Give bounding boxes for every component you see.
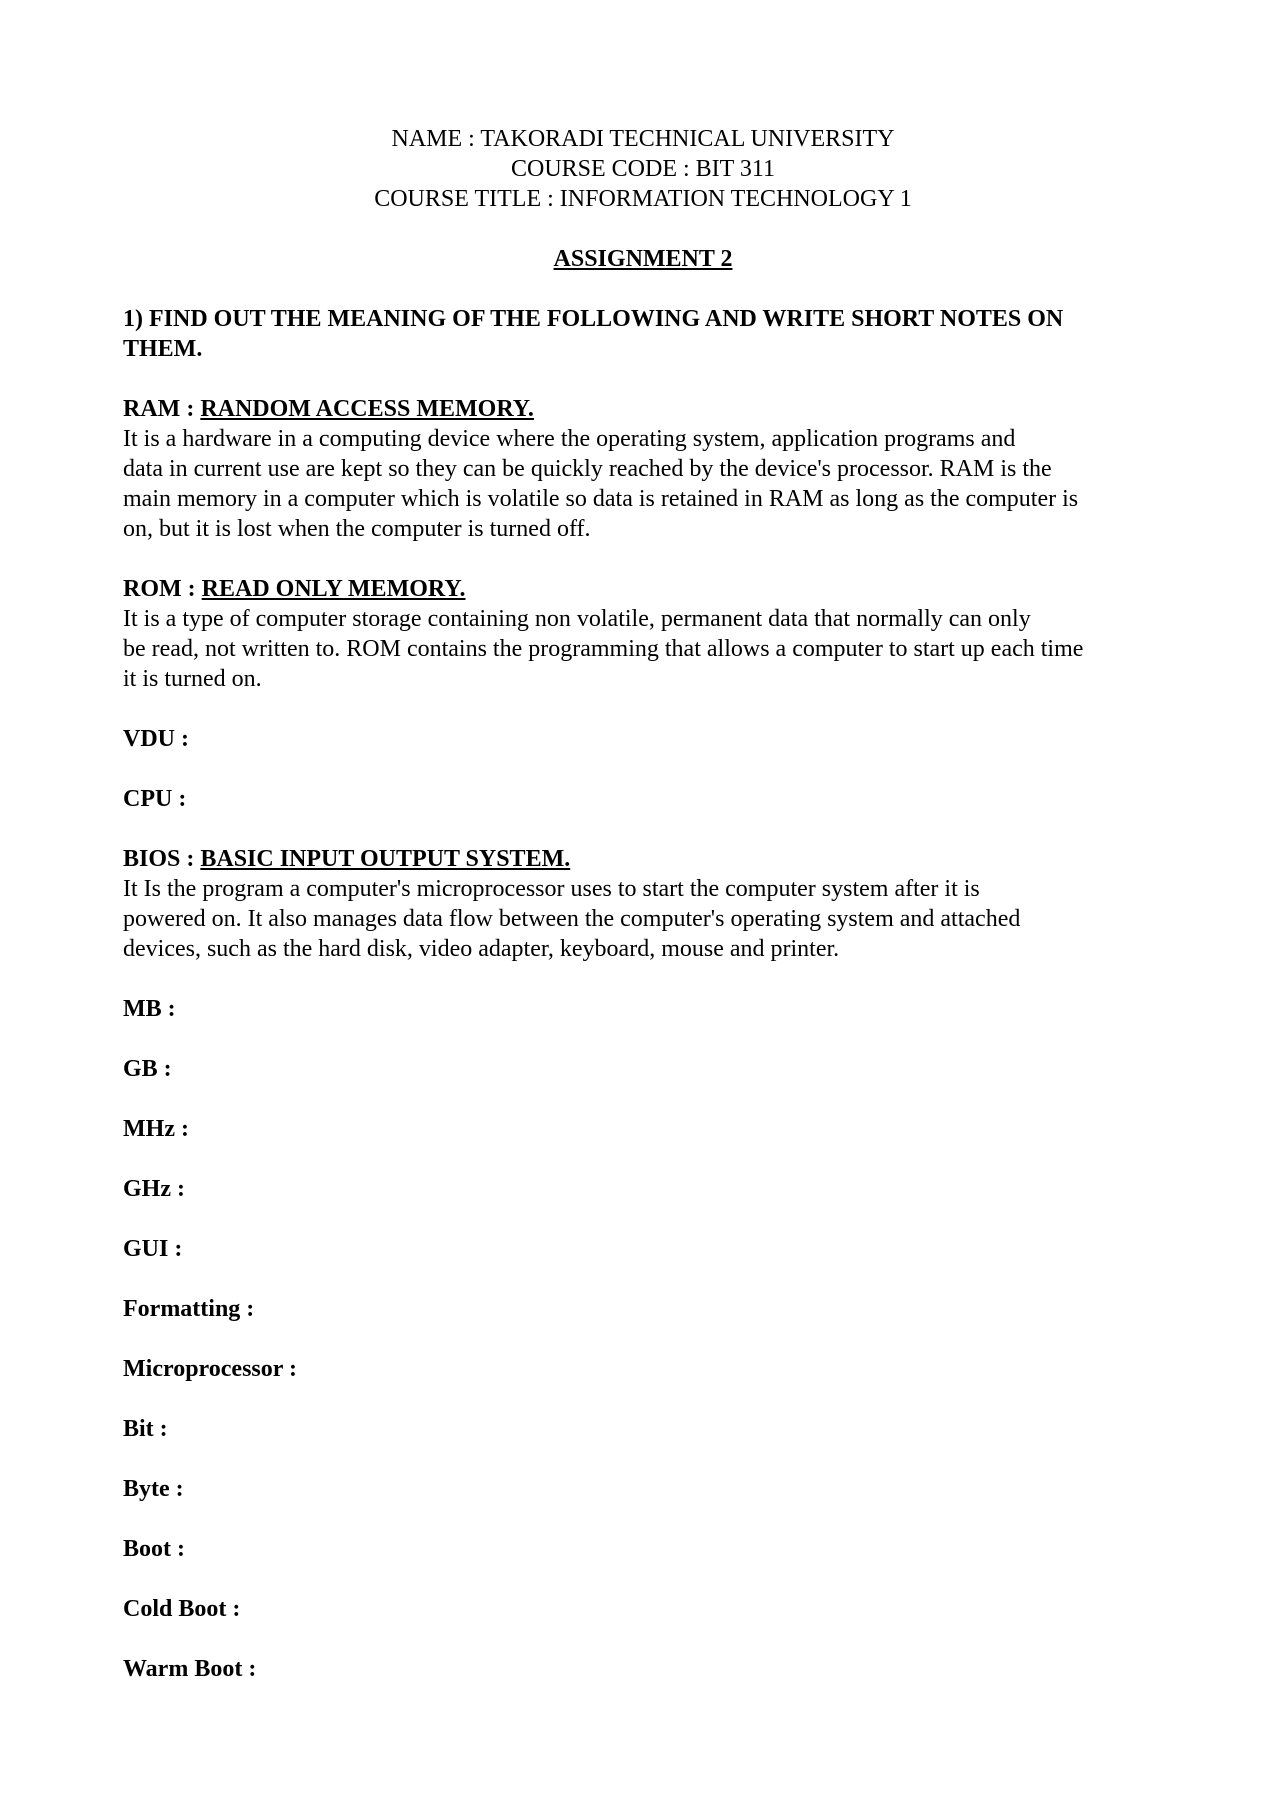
assignment-title-text: ASSIGNMENT 2 bbox=[553, 246, 733, 272]
spacer bbox=[123, 1144, 1163, 1174]
term-boot: Boot : bbox=[123, 1536, 185, 1562]
term-heading bbox=[123, 394, 1163, 424]
term-byte: Byte : bbox=[123, 1476, 184, 1502]
spacer bbox=[123, 1384, 1163, 1414]
course-code-line: COURSE CODE : BIT 311 bbox=[510, 156, 776, 182]
name-line: NAME : TAKORADI TECHNICAL UNIVERSITY bbox=[391, 126, 895, 152]
term-note-line bbox=[123, 874, 1163, 904]
spacer bbox=[123, 1264, 1163, 1294]
spacer bbox=[123, 964, 1163, 994]
spacer bbox=[123, 364, 1163, 394]
term-meaning: READ ONLY MEMORY. bbox=[201, 576, 466, 602]
spacer bbox=[123, 1024, 1163, 1054]
question-line-1: 1) FIND OUT THE MEANING OF THE FOLLOWING AND WRITE SHORT NOTES ON bbox=[123, 306, 1064, 332]
term-cold-boot: Cold Boot : bbox=[123, 1596, 241, 1622]
term-heading bbox=[123, 574, 1163, 604]
term-bit: Bit : bbox=[123, 1416, 168, 1442]
spacer bbox=[123, 1324, 1163, 1354]
spacer bbox=[123, 544, 1163, 574]
spacer bbox=[123, 694, 1163, 724]
term-heading bbox=[123, 844, 1163, 874]
course-title-line: COURSE TITLE : INFORMATION TECHNOLOGY 1 bbox=[374, 186, 912, 212]
term-formatting: Formatting : bbox=[123, 1296, 255, 1322]
question-line-2: THEM. bbox=[123, 336, 203, 362]
spacer bbox=[123, 1624, 1163, 1654]
note-text: It is a hardware in a computing device where the operating system, application programs and bbox=[123, 426, 1016, 452]
spacer bbox=[123, 274, 1163, 304]
term-note-line: devices, such as the hard disk, video adapter, keyboard, mouse and printer. bbox=[123, 936, 840, 962]
term-mhz: MHz : bbox=[123, 1116, 189, 1142]
spacer bbox=[123, 1084, 1163, 1114]
term-mb: MB : bbox=[123, 996, 176, 1022]
term-note-line: be read, not written to. ROM contains the programming that allows a computer to start up each time bbox=[123, 636, 1084, 662]
spacer bbox=[123, 1504, 1163, 1534]
document-page bbox=[123, 124, 1163, 1684]
spacer bbox=[123, 1204, 1163, 1234]
term-meaning: BASIC INPUT OUTPUT SYSTEM. bbox=[200, 846, 571, 872]
term-ram bbox=[123, 394, 1163, 544]
term-meaning: RANDOM ACCESS MEMORY. bbox=[200, 396, 534, 422]
term-note-line bbox=[123, 424, 1163, 454]
term-rom bbox=[123, 574, 1163, 694]
spacer bbox=[123, 1444, 1163, 1474]
note-text: It Is the program a computer's microprocessor uses to start the computer system after it is bbox=[123, 876, 980, 902]
term-microprocessor: Microprocessor : bbox=[123, 1356, 297, 1382]
term-gui: GUI : bbox=[123, 1236, 183, 1262]
assignment-title bbox=[123, 244, 1163, 274]
spacer bbox=[123, 814, 1163, 844]
term-note-line: main memory in a computer which is volatile so data is retained in RAM as long as the computer is bbox=[123, 486, 1079, 512]
term-ghz: GHz : bbox=[123, 1176, 185, 1202]
term-note-line: data in current use are kept so they can be quickly reached by the device's processor. RAM is the bbox=[123, 456, 1052, 482]
note-text: It is a type of computer storage containing non volatile, permanent data that normally can only bbox=[123, 606, 1031, 632]
term-note-line bbox=[123, 604, 1163, 634]
term-warm-boot: Warm Boot : bbox=[123, 1656, 257, 1682]
term-label: RAM : bbox=[123, 396, 201, 422]
spacer bbox=[123, 1564, 1163, 1594]
spacer bbox=[123, 214, 1163, 244]
term-label: BIOS : bbox=[123, 846, 201, 872]
term-gb: GB : bbox=[123, 1056, 172, 1082]
term-bios bbox=[123, 844, 1163, 964]
term-note-line: on, but it is lost when the computer is turned off. bbox=[123, 516, 591, 542]
term-vdu: VDU : bbox=[123, 726, 189, 752]
spacer bbox=[123, 754, 1163, 784]
term-cpu: CPU : bbox=[123, 786, 187, 812]
term-label: ROM : bbox=[123, 576, 202, 602]
term-note-line: it is turned on. bbox=[123, 666, 262, 692]
term-note-line: powered on. It also manages data flow between the computer's operating system and attached bbox=[123, 906, 1021, 932]
